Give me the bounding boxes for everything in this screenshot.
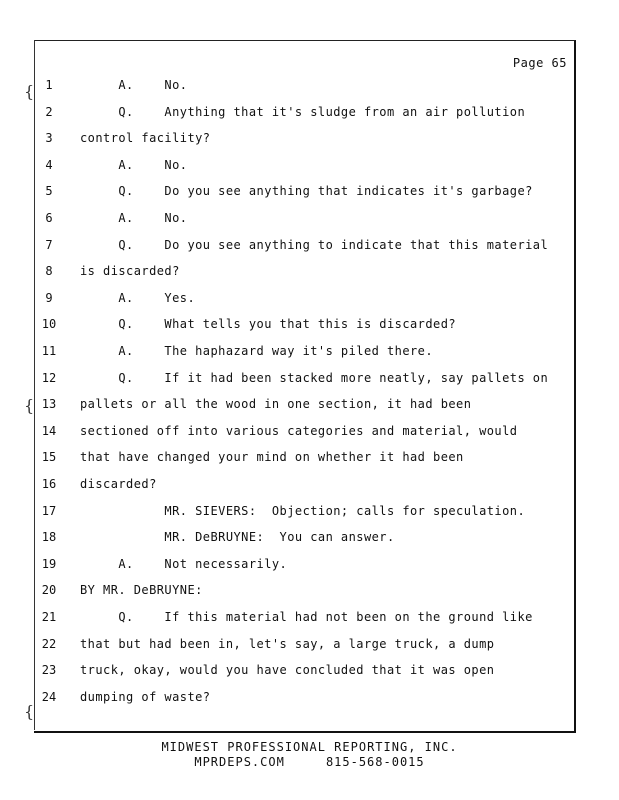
line-text: that have changed your mind on whether it had been — [80, 450, 464, 465]
line-text: BY MR. DeBRUYNE: — [80, 583, 203, 598]
line-number: 3 — [45, 131, 53, 146]
line-number: 6 — [45, 211, 53, 225]
line-text: Q. What tells you that this is discarded? — [80, 317, 457, 332]
line-text: control facility? — [80, 131, 211, 146]
line-text: A. No. — [80, 211, 188, 225]
line-number: 18 — [41, 530, 57, 545]
line-number: 5 — [45, 184, 53, 199]
line-text: A. No. — [80, 78, 188, 92]
line-number: 22 — [41, 636, 57, 651]
line-number: 9 — [45, 290, 53, 305]
line-text: A. The haphazard way it's piled there. — [80, 344, 434, 358]
line-number: 7 — [45, 237, 53, 252]
line-text: Q. If it had been stacked more neatly, say pallets on — [80, 370, 549, 385]
line-text: A. No. — [80, 157, 188, 172]
footer-company: MIDWEST PROFESSIONAL REPORTING, INC. — [161, 740, 458, 754]
line-text: truck, okay, would you have concluded that it was open — [80, 663, 495, 678]
line-number: 11 — [41, 344, 57, 358]
line-text: that but had been in, let's say, a large truck, a dump — [80, 636, 495, 651]
binding-mark-bottom: { — [24, 702, 35, 721]
line-number: 1 — [45, 78, 53, 92]
line-text: Q. Do you see anything that indicates it's garbage? — [80, 184, 533, 199]
line-number: 17 — [41, 503, 57, 518]
line-text: A. Yes. — [80, 290, 196, 305]
line-text: MR. DeBRUYNE: You can answer. — [80, 530, 395, 545]
line-text: sectioned off into various categories and material, would — [80, 423, 518, 438]
line-number: 19 — [41, 556, 57, 571]
line-number: 12 — [41, 370, 57, 385]
line-number: 15 — [41, 450, 57, 465]
line-text: discarded? — [80, 477, 157, 491]
line-number: 16 — [41, 477, 57, 491]
line-number: 14 — [41, 423, 57, 438]
line-text: Q. If this material had not been on the ground like — [80, 610, 533, 624]
line-text: is discarded? — [80, 264, 180, 279]
line-number: 21 — [41, 610, 57, 624]
line-number: 20 — [41, 583, 57, 598]
line-text: MR. SIEVERS: Objection; calls for speculation. — [80, 503, 526, 518]
line-number: 13 — [41, 397, 57, 412]
binding-mark-top: { — [24, 82, 35, 101]
line-number: 24 — [41, 689, 57, 704]
line-text: dumping of waste? — [80, 689, 211, 704]
footer-contact: MPRDEPS.COM 815-568-0015 — [194, 755, 425, 769]
line-text: A. Not necessarily. — [80, 556, 288, 571]
line-number: 23 — [41, 663, 57, 678]
line-number: 2 — [45, 104, 53, 119]
line-number: 8 — [45, 264, 53, 279]
line-text: pallets or all the wood in one section, it had been — [80, 397, 472, 412]
line-number: 10 — [41, 317, 57, 332]
line-text: Q. Anything that it's sludge from an air pollution — [80, 104, 526, 119]
page-number: Page 65 — [512, 56, 567, 70]
binding-mark-middle: { — [24, 396, 35, 415]
line-text: Q. Do you see anything to indicate that this material — [80, 237, 549, 252]
line-number: 4 — [45, 157, 53, 172]
